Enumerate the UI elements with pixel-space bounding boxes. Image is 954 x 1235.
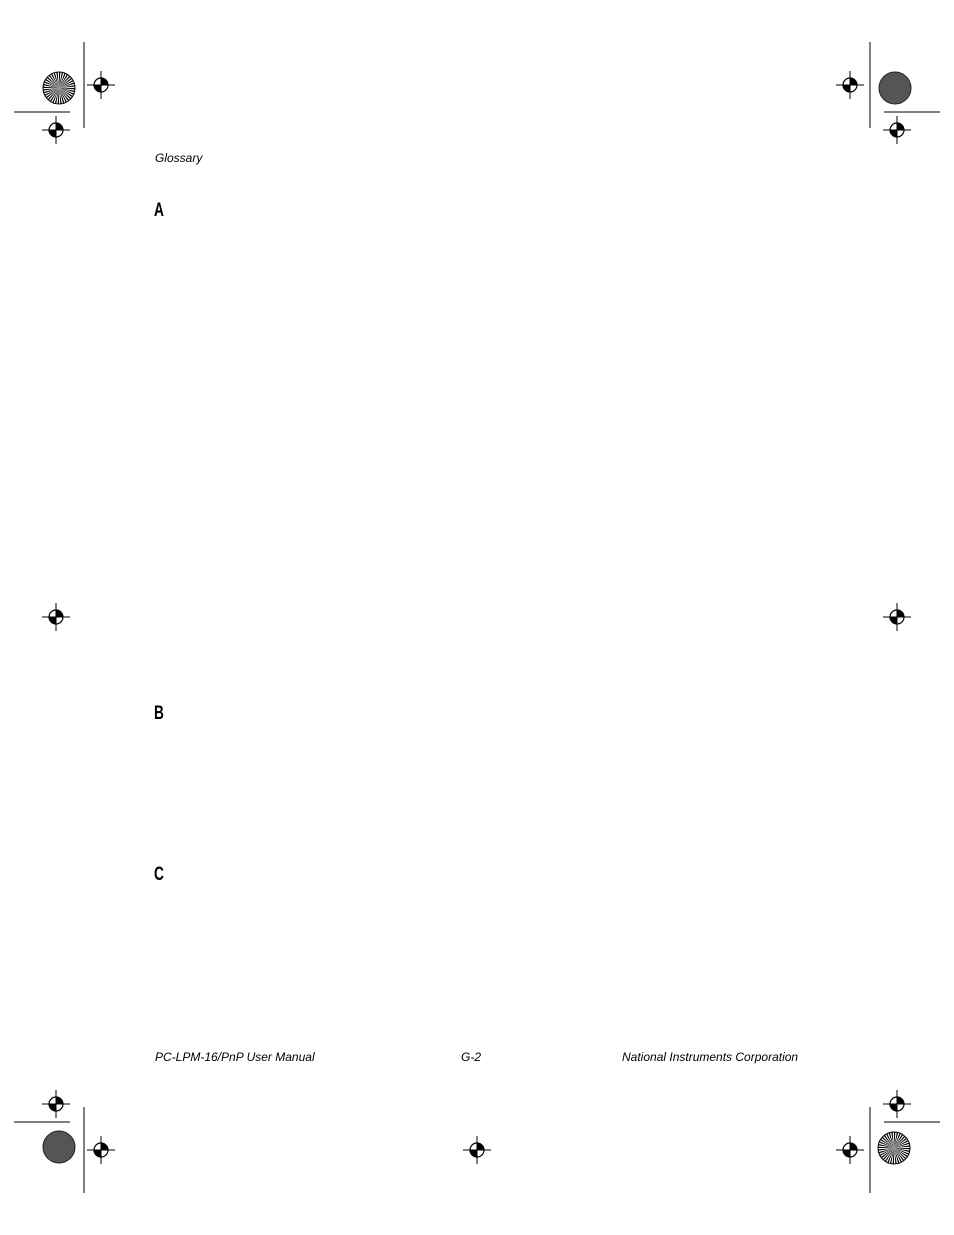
starburst-target-icon — [43, 72, 75, 104]
section-heading-b: B — [154, 703, 164, 724]
registration-mark-icon — [42, 603, 70, 631]
section-heading-a: A — [154, 200, 164, 221]
registration-mark-icon — [883, 116, 911, 144]
halftone-dot-icon — [43, 1131, 75, 1163]
footer-company: National Instruments Corporation — [622, 1050, 799, 1064]
registration-mark-icon — [836, 71, 864, 99]
registration-mark-icon — [836, 1136, 864, 1164]
running-header: Glossary — [155, 151, 203, 165]
registration-mark-icon — [87, 1136, 115, 1164]
registration-mark-icon — [87, 71, 115, 99]
registration-mark-icon — [883, 1090, 911, 1118]
starburst-target-icon — [878, 1132, 910, 1164]
registration-mark-icon — [463, 1136, 491, 1164]
footer-page-number: G-2 — [461, 1050, 482, 1064]
registration-mark-icon — [42, 1090, 70, 1118]
footer-manual-title: PC-LPM-16/PnP User Manual — [155, 1050, 315, 1064]
section-heading-c: C — [154, 864, 164, 885]
registration-mark-icon — [883, 603, 911, 631]
halftone-dot-icon — [879, 72, 911, 104]
registration-mark-icon — [42, 116, 70, 144]
